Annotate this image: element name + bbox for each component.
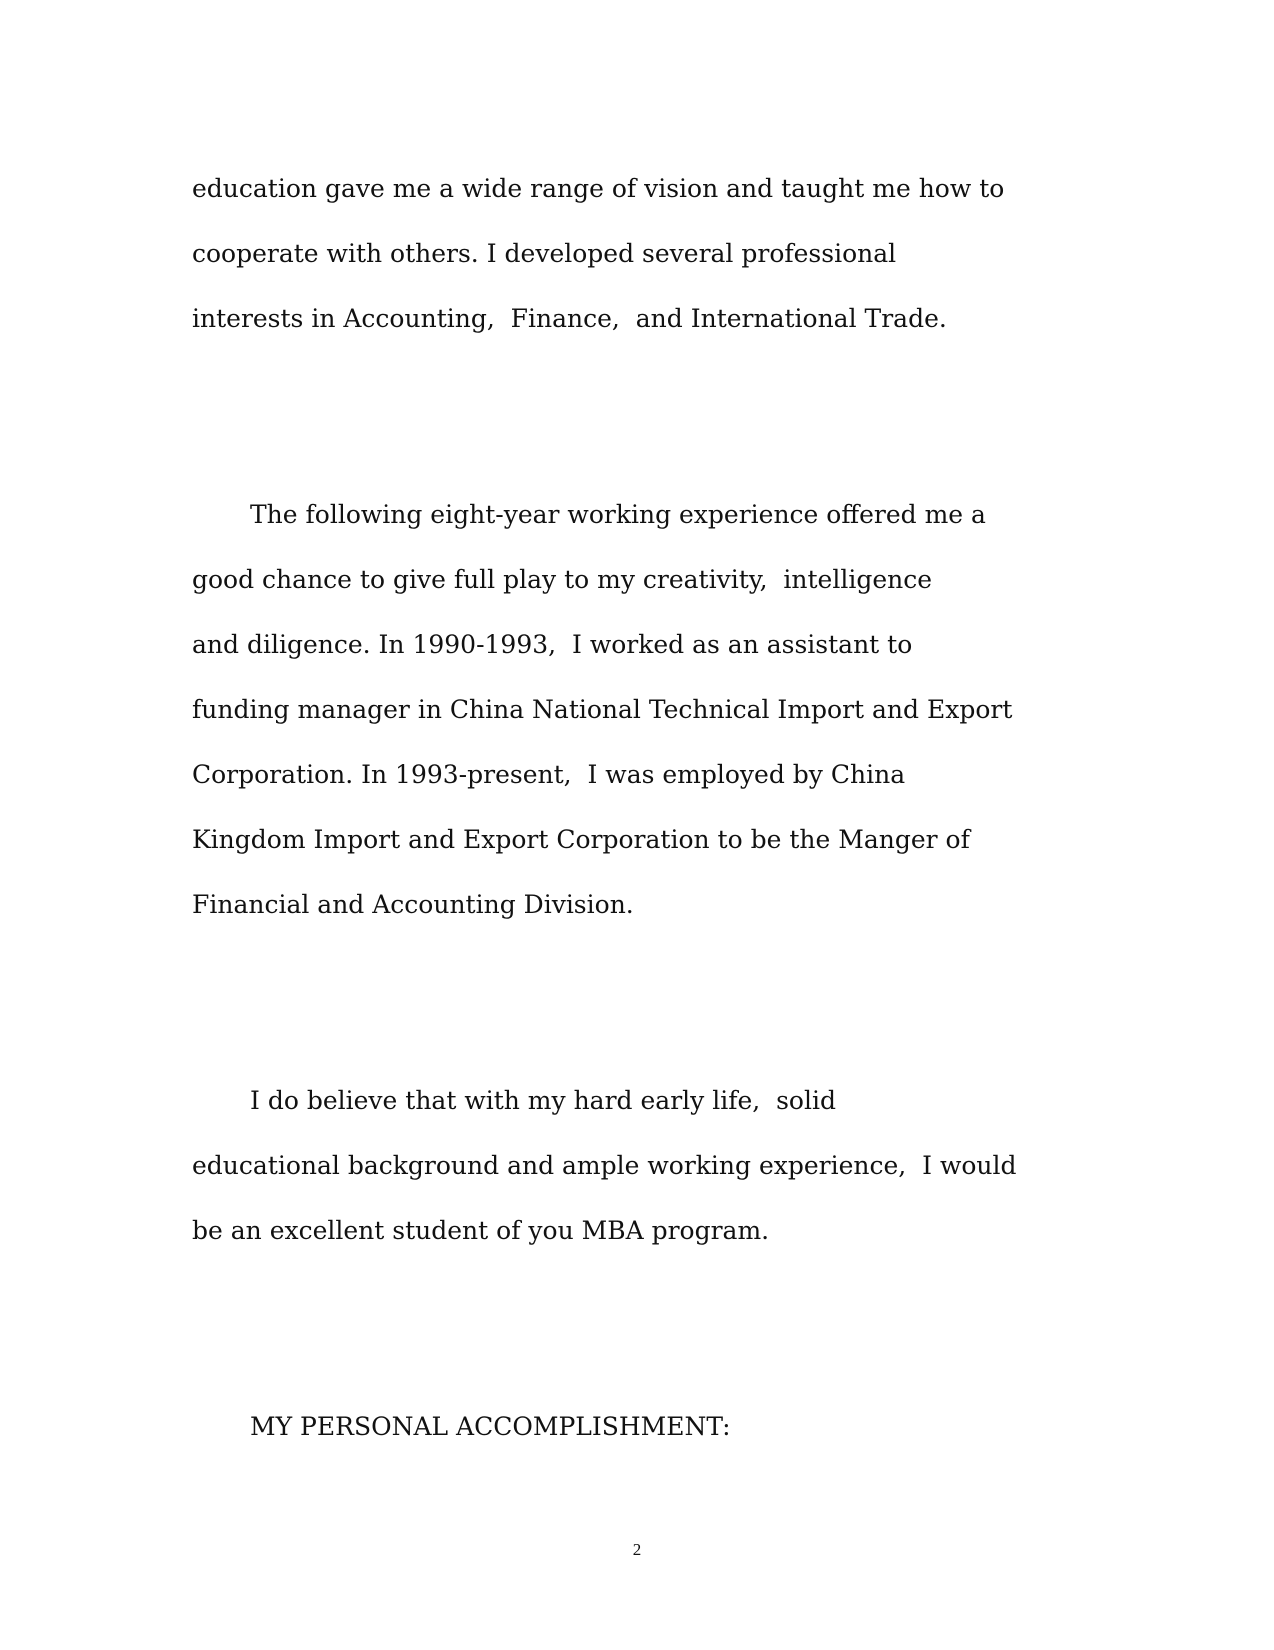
paragraph-2-line-5: Corporation. In 1993-present, I was employed by China [192, 760, 906, 789]
paragraph-2-line-4: funding manager in China National Technical Import and Export [192, 695, 1013, 724]
paragraph-1-line-1: education gave me a wide range of vision and taught me how to [192, 174, 1005, 203]
paragraph-1-line-2: cooperate with others. I developed several professional [192, 239, 897, 268]
paragraph-2-line-6: Kingdom Import and Export Corporation to be the Manger of [192, 825, 970, 854]
paragraph-1-line-3: interests in Accounting, Finance, and International Trade. [192, 304, 947, 333]
page-number: 2 [632, 1540, 642, 1559]
paragraph-2-line-3: and diligence. In 1990-1993, I worked as an assistant to [192, 630, 913, 659]
paragraph-2-line-1: The following eight-year working experience offered me a [250, 500, 986, 529]
paragraph-3-line-1: I do believe that with my hard early life, solid [250, 1086, 836, 1115]
section-heading: MY PERSONAL ACCOMPLISHMENT: [250, 1412, 731, 1441]
paragraph-2-line-7: Financial and Accounting Division. [192, 890, 634, 919]
paragraph-3-line-3: be an excellent student of you MBA program. [192, 1216, 770, 1245]
paragraph-2-line-2: good chance to give full play to my creativity, intelligence [192, 565, 933, 594]
paragraph-3-line-2: educational background and ample working experience, I would [192, 1151, 1017, 1180]
